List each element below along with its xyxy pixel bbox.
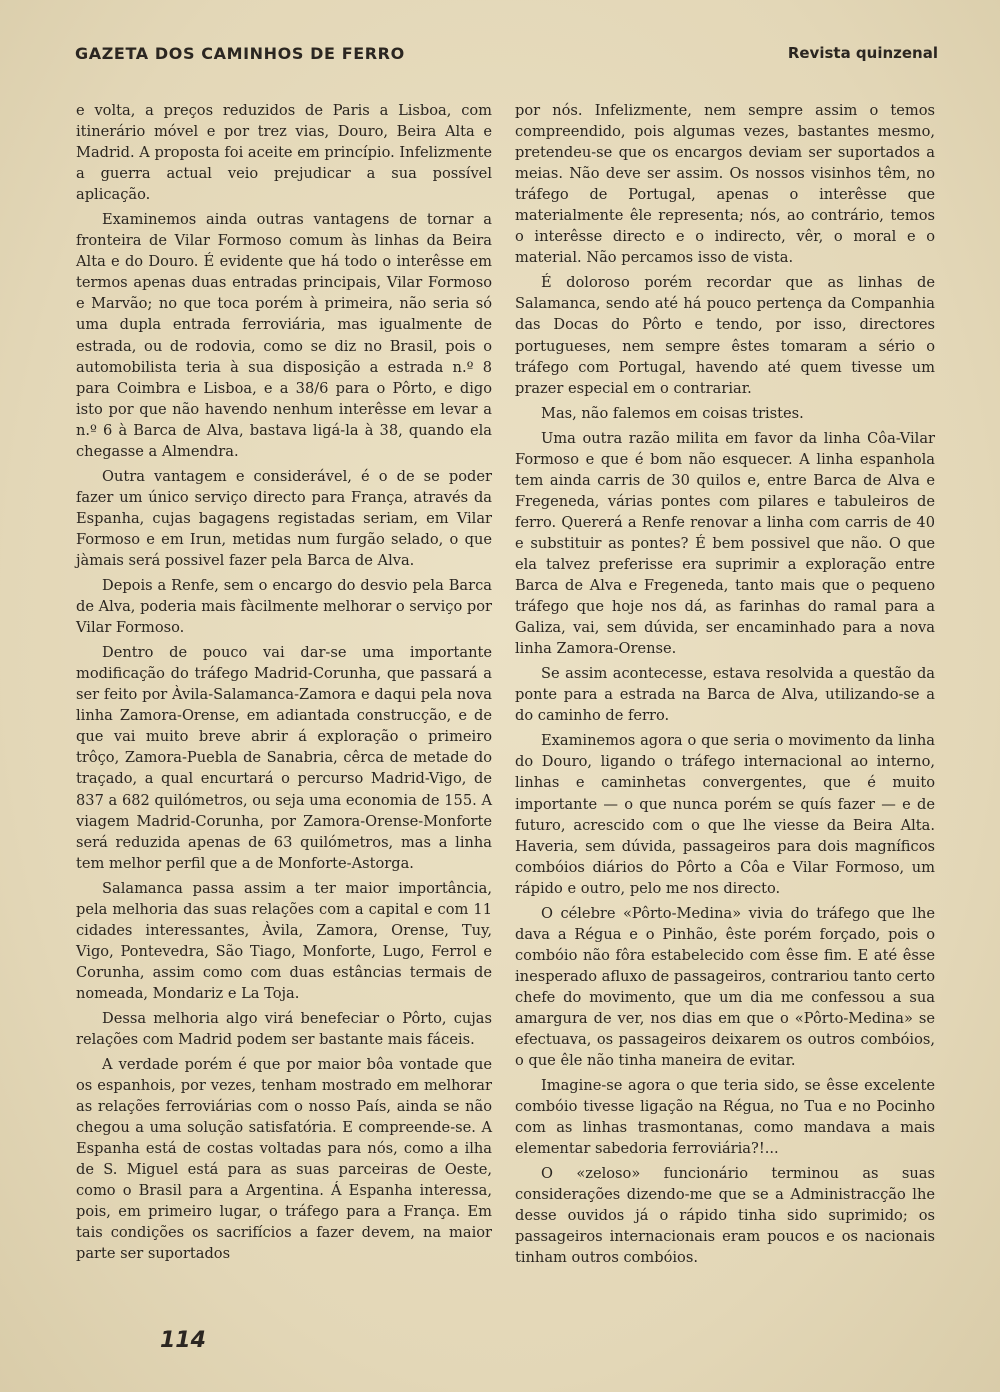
paragraph: Imagine-se agora o que teria sido, se êsse excelente combóio tivesse ligação na Régua, no Tua e no Pocinho com as linhas trasmontanas, como mandava a mais elementar sabedoria ferroviária?!... xyxy=(515,1077,935,1158)
paragraph: Examinemos agora o que seria o movimento da linha do Douro, ligando o tráfego internacional ao interno, linhas e caminhetas convergentes, que é muito importante — o que nunca porém se quís fazer — e de futuro, acrescido com o que lhe viesse da Beira Alta. Haveria, sem dúvida, passageiros para dois magníficos combóios diários do Pôrto a Côa e Vilar Formoso, um rápido e outro, pelo me nos directo. xyxy=(515,732,935,897)
right-column xyxy=(515,100,935,1269)
paragraph: É doloroso porém recordar que as linhas de Salamanca, sendo até há pouco pertença da Companhia das Docas do Pôrto e tendo, por isso, directores portugueses, nem sempre êstes tomaram a sério o tráfego com Portugal, havendo até quem tivesse um prazer especial em o contrariar. xyxy=(515,274,935,397)
paragraph: Outra vantagem e considerável, é o de se poder fazer um único serviço directo para França, através da Espanha, cujas bagagens registadas seriam, em Vilar Formoso e em Irun, metidas num furgão selado, o que jàmais será possivel fazer pela Barca de Alva. xyxy=(76,467,492,569)
paragraph: O «zeloso» funcionário terminou as suas considerações dizendo-me que se a Administracção lhe desse ouvidos já o rápido tinha sido suprimido; os passageiros internacionais eram poucos e os nacionais tinham outros combóios. xyxy=(515,1165,935,1267)
paragraph: Dentro de pouco vai dar-se uma importante modificação do tráfego Madrid-Corunha, que passará a ser feito por Àvila-Salamanca-Zamora e daqui pela nova linha Zamora-Orense, em adiantada construcção, e de que vai muito breve abrir á exploração o primeiro trôço, Zamora-Puebla de Sanabria, cêrca de metade do traçado, a qual encurtará o percurso Madrid-Vigo, de 837 a 682 quilómetros, ou seja uma economia de 155. A viagem Madrid-Corunha, por Zamora-Orense-Monforte será reduzida apenas de 63 quilómetros, mas a linha tem melhor perfil que a de Monforte-Astorga. xyxy=(76,644,492,872)
paragraph: Examinemos ainda outras vantagens de tornar a fronteira de Vilar Formoso comum às linhas da Beira Alta e do Douro. É evidente que há todo o interêsse em termos apenas duas entradas principais, Vilar Formoso e Marvão; no que toca porém à primeira, não seria só uma dupla entrada ferroviária, mas igualmente de estrada, ou de rodovia, como se diz no Brasil, pois o automobilista teria à sua disposição a estrada n.º 8 para Coimbra e Lisboa, e a 38/6 para o Pôrto, e digo isto por que não havendo nenhum interêsse em levar a n.º 6 à Barca de Alva, bastava ligá-la à 38, quando ela chegasse a Almendra. xyxy=(76,211,492,460)
page-number: 114 xyxy=(160,1328,206,1353)
paragraph: e volta, a preços reduzidos de Paris a Lisboa, com itinerário móvel e por trez vias, Douro, Beira Alta e Madrid. A proposta foi aceite em princípio. Infelizmente a guerra actual veio prejudicar a sua possível aplicação. xyxy=(76,102,492,204)
journal-subtitle: Revista quinzenal xyxy=(787,44,938,62)
page-header xyxy=(75,44,938,70)
paragraph: Salamanca passa assim a ter maior importância, pela melhoria das suas relações com a capital e com 11 cidades interessantes, Àvila, Zamora, Orense, Tuy, Vigo, Pontevedra, São Tiago, Monforte, Lugo, Ferrol e Corunha, assim como com duas estâncias termais de nomeada, Mondariz e La Toja. xyxy=(76,879,492,1002)
paragraph: O célebre «Pôrto-Medina» vivia do tráfego que lhe dava a Régua e o Pinhão, êste porém forçado, pois o combóio não fôra estabelecido com êsse fim. E até êsse inesperado afluxo de passageiros, contrariou tanto certo chefe do movimento, que um dia me confessou a sua amargura de ver, nos dias em que o «Pôrto-Medina» se efectuava, os passageiros deixarem os outros combóios, o que êle não tinha maneira de evitar. xyxy=(515,904,935,1070)
paragraph: A verdade porém é que por maior bôa vontade que os espanhois, por vezes, tenham mostrado em melhorar as relações ferroviárias com o nosso País, ainda se não chegou a uma solução satisfatória. E compreende-se. A Espanha está de costas voltadas para nós, como a ilha de S. Miguel está para as suas parceiras de Oeste, como o Brasil para a Argentina. Á Espanha interessa, pois, em primeiro lugar, o tráfego para a França. Em tais condições os sacrifícios a fazer devem, na maior parte ser suportados xyxy=(76,1056,492,1263)
paragraph: por nós. Infelizmente, nem sempre assim o temos compreendido, pois algumas vezes, bastantes mesmo, pretendeu-se que os encargos deviam ser suportados a meias. Não deve ser assim. Os nossos visinhos têm, no tráfego de Portugal, apenas o interêsse que materialmente êle representa; nós, ao contrário, temos o interêsse directo e o indirecto, vêr, o moral e o material. Não percamos isso de vista. xyxy=(515,102,935,267)
left-column xyxy=(76,100,492,1265)
paragraph: Depois a Renfe, sem o encargo do desvio pela Barca de Alva, poderia mais fàcilmente melhorar o serviço por Vilar Formoso. xyxy=(76,577,492,637)
paragraph: Uma outra razão milita em favor da linha Côa-Vilar Formoso e que é bom não esquecer. A linha espanhola tem ainda carris de 30 quilos e, entre Barca de Alva e Fregeneda, várias pontes com pilares e tabuleiros de ferro. Quererá a Renfe renovar a linha com carris de 40 e substituir as pontes? É bem possivel que não. O que ela talvez preferisse era suprimir a exploração entre Barca de Alva e Fregeneda, tanto mais que o pequeno tráfego que hoje nos dá, as farinhas do ramal para a Galiza, vai, sem dúvida, ser encaminhado para a nova linha Zamora-Orense. xyxy=(515,429,935,658)
paragraph: Mas, não falemos em coisas tristes. xyxy=(541,404,804,422)
paragraph: Se assim acontecesse, estava resolvida a questão da ponte para a estrada na Barca de Alva, utilizando-se a do caminho de ferro. xyxy=(515,665,935,725)
journal-title: GAZETA DOS CAMINHOS DE FERRO xyxy=(75,44,405,63)
paragraph: Dessa melhoria algo virá benefeciar o Pôrto, cujas relações com Madrid podem ser bastante mais fáceis. xyxy=(76,1009,492,1049)
